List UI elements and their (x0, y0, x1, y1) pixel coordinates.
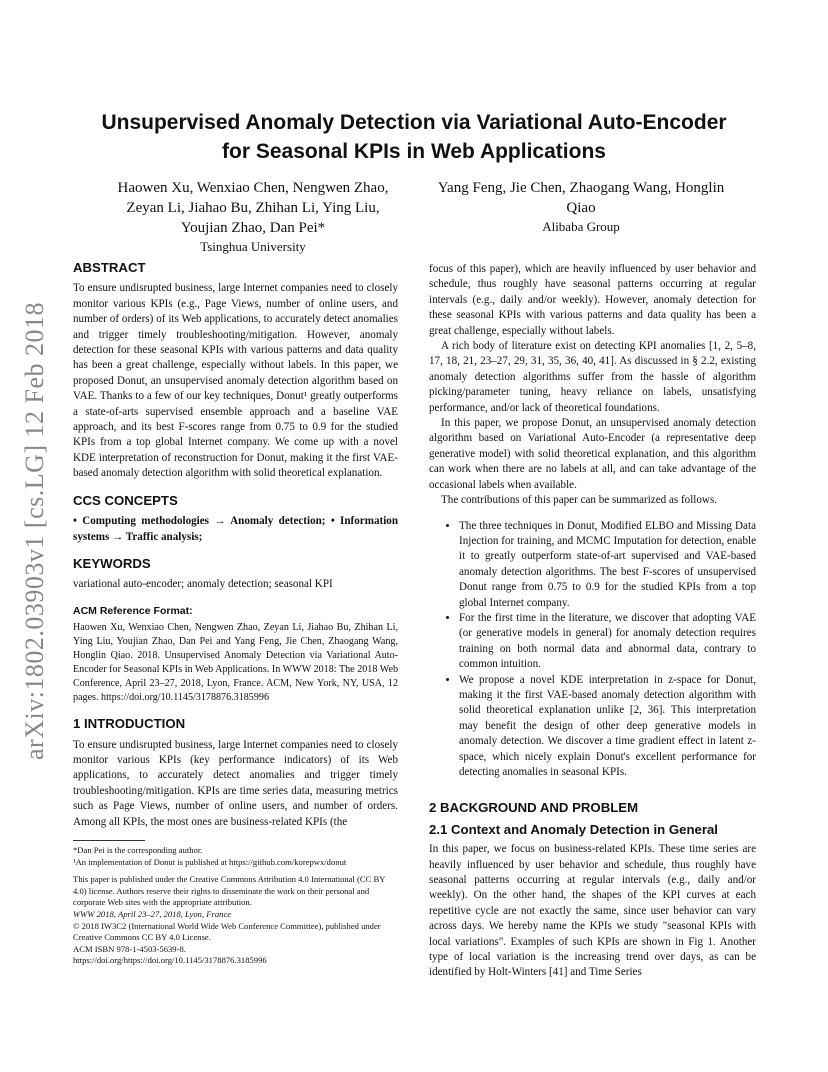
ccs-text: • Computing methodologies → Anomaly detection; • Information systems → Traffic analysis; (73, 515, 398, 543)
ccs-heading: CCS CONCEPTS (73, 492, 178, 508)
paper-title (60, 108, 768, 166)
authors-right (416, 178, 746, 236)
introduction-heading: 1 INTRODUCTION (73, 716, 186, 732)
affiliation-tsinghua: Tsinghua University (200, 239, 306, 254)
copyright-text: © 2018 IW3C2 (International World Wide Web Conference Committee), published under Creative Commons CC BY 4.0 License. (73, 920, 381, 943)
isbn-text: ACM ISBN 978-1-4503-5639-8. (73, 943, 186, 954)
footnote-divider (73, 840, 145, 841)
author-line: Youjian Zhao, Dan Pei* (180, 220, 326, 236)
authors-left (94, 178, 412, 256)
author-line: Yang Feng, Jie Chen, Zhaogang Wang, Honglin (437, 180, 725, 196)
footnote-corresponding-author: *Dan Pei is the corresponding author. (73, 844, 203, 855)
list-item: • The three techniques in Donut, Modified ELBO and Missing Data Injection for training, and MCMC Imputation for detection, enable it to greatly outperform state-of-art supervised and VAE-based anomaly detection algorithms. The best F-scores of unsupervised Donut range from 0.75 to 0.9 for the studied KPIs from a top global Internet company. (459, 519, 756, 611)
keywords-heading: KEYWORDS (73, 555, 151, 571)
right-column (429, 262, 756, 981)
paragraph: focus of this paper), which are heavily influenced by user behavior and schedule, thus roughly have seasonal patterns occurring at regular intervals (e.g., daily and/or weekly). However, anomaly detection for these seasonal KPIs with various patterns and data quality has been a great challenge, especially without labels. (429, 263, 756, 337)
license-text: This paper is published under the Creative Commons Attribution 4.0 International (CC BY 4.0) license. Authors reserve their rights to disseminate the work on their personal and corporate Web sites with the appropriate attribution. (73, 874, 386, 908)
abstract-text: To ensure undisrupted business, large Internet companies need to closely monitor various KPIs (e.g., Page Views, number of online users, and number of orders) of its Web applications, to accurately detect anomalies and trigger timely troubleshooting/mitigation. However, anomaly detection for these seasonal KPIs with various patterns and data quality has been a great challenge, especially without labels. In this paper, we proposed Donut, an unsupervised anomaly detection algorithm based on VAE. Thanks to a few of our key techniques, Donut¹ greatly outperforms a state-of-arts supervised ensemble approach and a baseline VAE approach, and its best F-scores range from 0.75 to 0.9 for the studied KPIs from a top global Internet company. We come up with a novel KDE interpretation of reconstruction for Donut, making it the first VAE-based anomaly detection algorithm with solid theoretical explanation. (73, 282, 398, 480)
footnote-implementation: ¹An implementation of Donut is published at https://github.com/korepwx/donut (73, 856, 347, 867)
acm-reference-text: Haowen Xu, Wenxiao Chen, Nengwen Zhao, Zeyan Li, Jiahao Bu, Zhihan Li, Ying Liu, Youjian Zhao, Dan Pei and Yang Feng, Jie Chen, Zhaogang Wang, Honglin Qiao. 2018. Unsupervised Anomaly Detection via Variational Auto-Encoder for Seasonal KPIs in Web Applications. In WWW 2018: The 2018 Web Conference, April 23–27, 2018, Lyon, France. ACM, New York, NY, USA, 12 pages. https://doi.org/10.1145/3178876.3185996 (73, 622, 398, 704)
contributions-list (429, 519, 756, 781)
abstract-heading: ABSTRACT (73, 260, 146, 275)
left-column (73, 260, 398, 967)
section-2-1-heading: 2.1 Context and Anomaly Detection in General (429, 821, 718, 837)
section-2-1-text: In this paper, we focus on business-related KPIs. These time series are heavily influenced by user behavior and schedule, thus roughly have seasonal patterns occurring at regular intervals (e.g., daily and/or weekly). On the other hand, the shapes of the KPI curves at each repetitive cycle are not exactly the same, since user behavior can vary across days. We hereby name the KPIs we study "seasonal KPIs with local variations". Examples of such KPIs are shown in Fig 1. Another type of local variation is the increasing trend over days, as can be identified by Holt-Winters [41] and Time Series (429, 843, 756, 979)
venue-text: WWW 2018, April 23–27, 2018, Lyon, France (73, 908, 232, 919)
title-line-2: for Seasonal KPIs in Web Applications (222, 140, 606, 163)
doi-text: https://doi.org/https://doi.org/10.1145/3178876.3185996 (73, 955, 267, 966)
affiliation-alibaba: Alibaba Group (542, 219, 620, 234)
paragraph: In this paper, we propose Donut, an unsupervised anomaly detection algorithm based on Variational Auto-Encoder (a representative deep generative model) with solid theoretical explanation, and this algorithm can work when there are no labels at all, and can take advantage of the occasional labels when available. (429, 417, 756, 491)
paragraph: The contributions of this paper can be summarized as follows. (441, 494, 718, 507)
author-line: Zeyan Li, Jiahao Bu, Zhihan Li, Ying Liu, (126, 200, 380, 216)
keywords-text: variational auto-encoder; anomaly detection; seasonal KPI (73, 578, 333, 591)
list-item: • We propose a novel KDE interpretation in z-space for Donut, making it the first VAE-based anomaly detection algorithm with solid theoretical explanation unlike [2, 36]. This interpretation may benefit the design of other deep generative models in anomaly detection. We discover a time gradient effect in latent z-space, which nicely explain Donut's excellent performance for detecting anomalies in seasonal KPIs. (459, 673, 756, 781)
paragraph: A rich body of literature exist on detecting KPI anomalies [1, 2, 5–8, 17, 18, 21, 23–27, 29, 31, 35, 36, 40, 41]. As discussed in § 2.2, existing anomaly detection algorithms suffer from the hassle of algorithm picking/parameter tuning, heavy reliance on labels, unsatisfying performance, and/or lack of theoretical foundations. (429, 340, 756, 414)
acm-reference-heading: ACM Reference Format: (73, 604, 193, 617)
author-line: Qiao (566, 200, 596, 216)
section-2-heading: 2 BACKGROUND AND PROBLEM (429, 800, 639, 816)
list-item: • For the first time in the literature, we discover that adopting VAE (or generative models in general) for anomaly detection requires training on both normal data and abnormal data, contrary to common intuition. (459, 611, 756, 673)
introduction-text: To ensure undisrupted business, large Internet companies need to closely monitor various KPIs (key performance indicators) of its Web applications, to accurately detect anomalies and trigger timely troubleshooting/mitigation. KPIs are time series data, measuring metrics such as Page Views, number of online users, and number of orders. Among all KPIs, the most ones are business-related KPIs (the (73, 738, 398, 828)
author-line: Haowen Xu, Wenxiao Chen, Nengwen Zhao, (117, 180, 389, 196)
title-line-1: Unsupervised Anomaly Detection via Variational Auto-Encoder (101, 111, 727, 134)
arxiv-stamp: arXiv:1802.03903v1 [cs.LG] 12 Feb 2018 (20, 301, 49, 760)
